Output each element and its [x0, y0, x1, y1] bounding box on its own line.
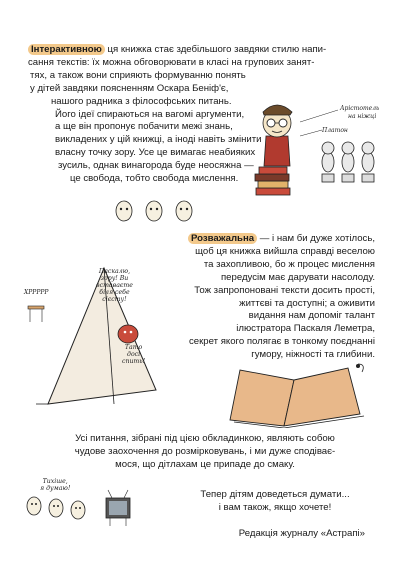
intro-line: нашого радника з філософських питань.	[51, 95, 232, 107]
intro-line: сання текстів: їх можна обговорювати в класі на групових занят-	[28, 56, 315, 68]
intro-line: власну точку зору. Усе це вимагає неабияких	[55, 147, 256, 159]
questions-line: Усі питання, зібрані під цією обкладинкою, являють собою	[75, 433, 335, 444]
intro-line: Його ідеї спираються на вагомі аргументи,	[55, 108, 245, 120]
questions-paragraph	[40, 433, 370, 472]
fun-line: секрет якого полягає в тонкому поєднанні	[188, 336, 375, 348]
intro-line: зусиль, однак винагорода буде неосяжна —	[58, 160, 254, 172]
closing-paragraph	[180, 489, 370, 515]
fun-line: життєві та доступні; а оживити	[239, 297, 375, 309]
tent-speech: Тато досі спить!	[122, 344, 146, 365]
sleeping-note: на ніжці	[348, 113, 377, 120]
fun-first-line: Розважальна — і нам би дуже хотілось,	[188, 233, 375, 246]
philosophers-illustration	[250, 96, 388, 226]
fun-line: гумору, ніжності та глибини.	[251, 349, 375, 361]
intro-line: це свобода, тобто свобода мислення.	[70, 173, 239, 185]
intro-line: а ще він пропонує побачити межі знань,	[55, 121, 233, 133]
snoring-note: ХРРРРР	[24, 289, 49, 296]
fun-line: видання нам допоміг талант	[248, 310, 375, 322]
fun-paragraph	[188, 233, 375, 362]
intro-line: у дітей завдяки поясненням Оскара Беніф'є,	[30, 82, 229, 94]
book-illustration	[222, 362, 372, 428]
fun-highlight: Розважальна	[188, 233, 257, 244]
intro-line: тях, а також вони сприяють формуванню понять	[30, 69, 246, 81]
fun-line: передусім має дарувати насолоду.	[220, 271, 375, 283]
fun-line: щоб ця книжка вийшла справді веселою	[195, 245, 375, 257]
plato-note: Платон	[322, 127, 348, 134]
closing-line: Тепер дітям доведеться думати...	[200, 489, 350, 500]
fun-line: та захопливою, бо ж процес мислення	[203, 258, 375, 270]
pascal-speech: Паскалю, зору! Ви вставаєте біля себе сієсту!	[96, 268, 133, 303]
interactive-highlight: Інтерактивною	[28, 44, 105, 55]
intro-line: викладених у цій книжці, а іноді навіть змінити	[55, 134, 262, 146]
intro-first-line: Інтерактивною ця книжка стає здебільшого завдяки стилю напи-	[28, 44, 326, 57]
questions-line: мося, що дітлахам це припаде до смаку.	[115, 458, 295, 470]
signature: Редакція журналу «Астрапі»	[238, 528, 365, 539]
aristotle-note: Арістотель	[340, 105, 380, 112]
tv-illustration	[20, 476, 140, 532]
fun-line: Тож запропоновані тексти досить прості,	[194, 284, 375, 296]
tv-speech: Тихіше, я думаю!	[40, 478, 71, 492]
closing-line: і вам також, якщо хочете!	[218, 501, 332, 513]
fun-line: ілюстратора Паскаля Леметра,	[236, 323, 375, 335]
tent-illustration	[18, 262, 166, 412]
small-heads-illustration	[110, 197, 210, 225]
questions-line: чудове заохочення до розмірковувань, і ми дуже сподіває-	[74, 445, 336, 457]
